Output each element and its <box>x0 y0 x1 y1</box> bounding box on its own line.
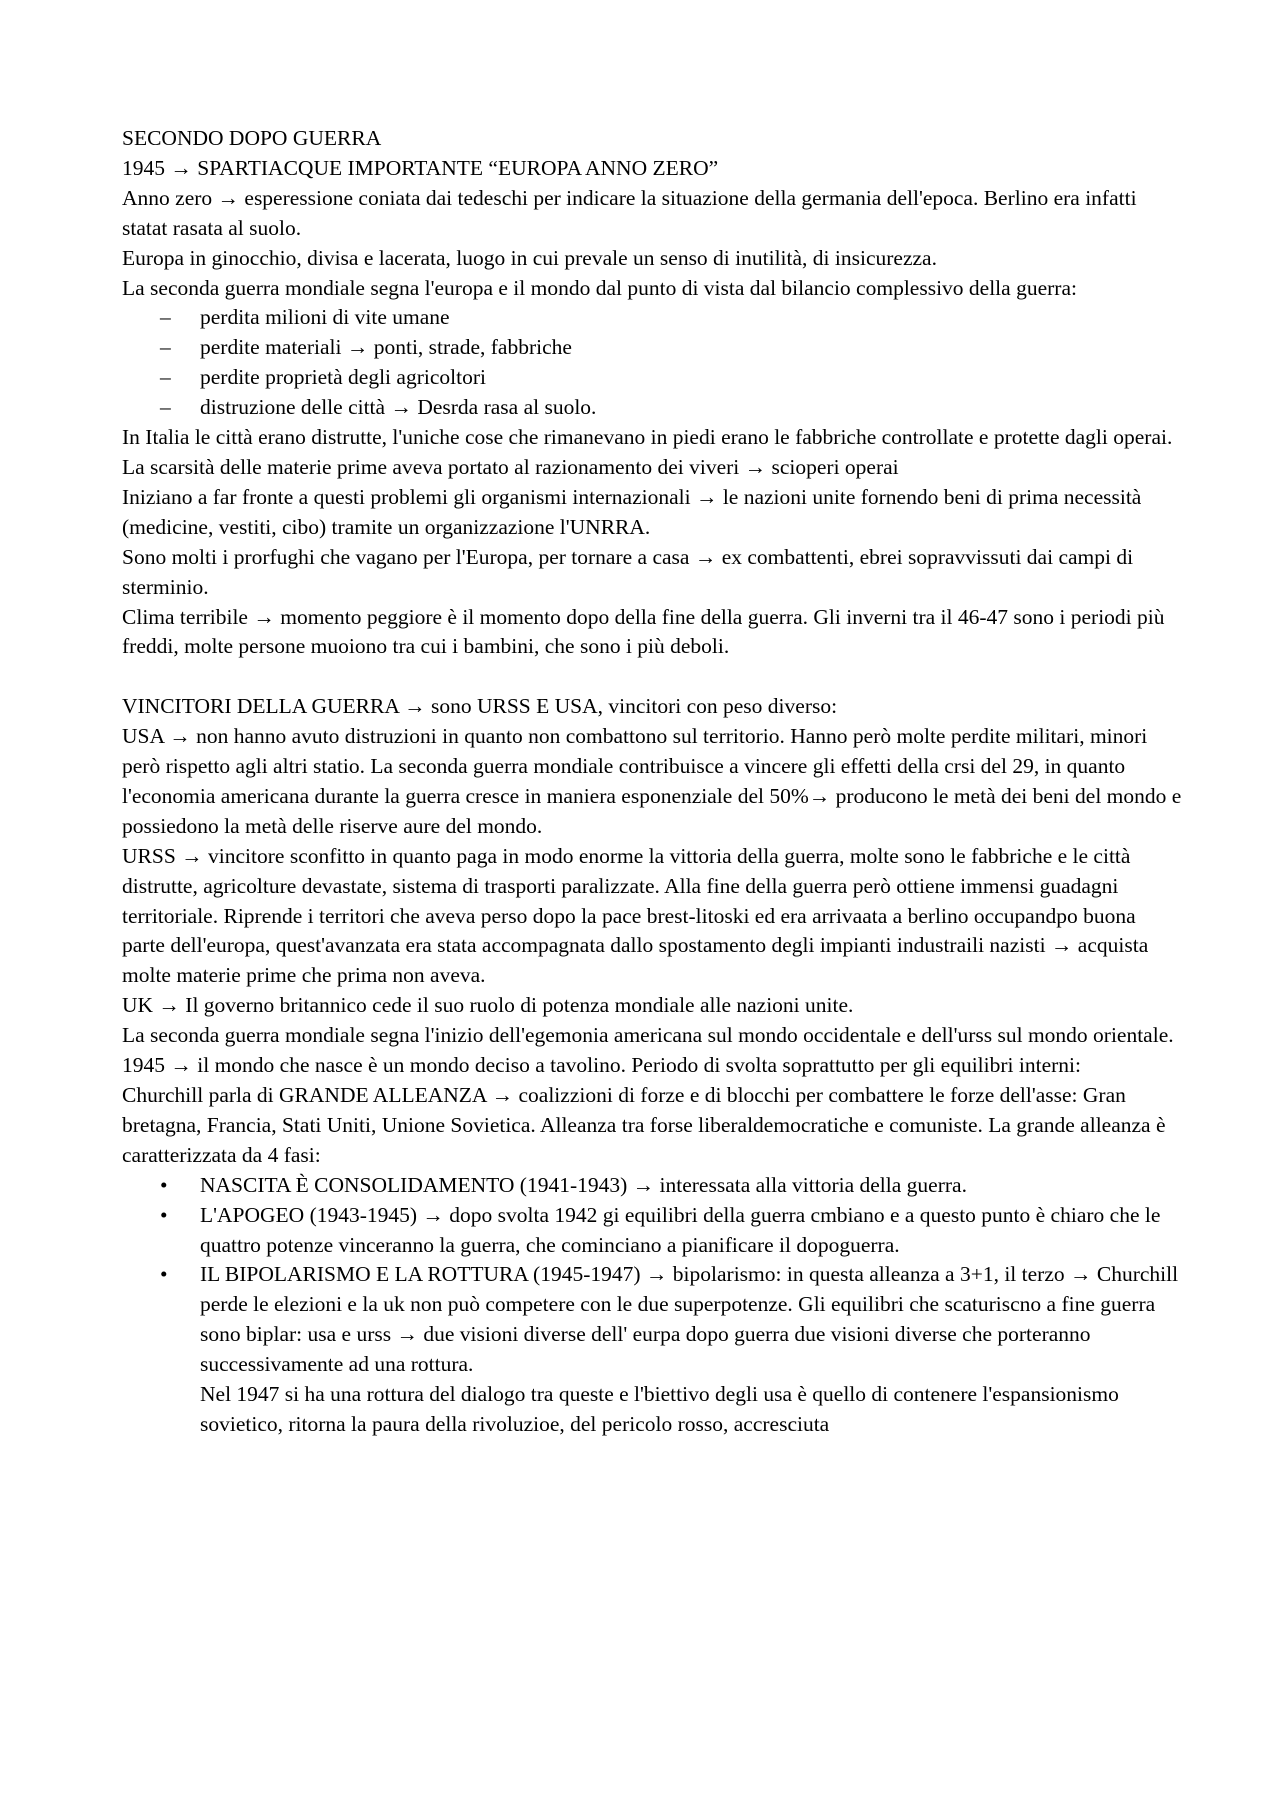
document-title: SECONDO DOPO GUERRA <box>122 126 382 150</box>
list-item <box>122 1201 1182 1261</box>
list-item-text: perdita milioni di vite umane <box>200 305 450 330</box>
list-item <box>122 393 1182 423</box>
list-item <box>122 303 1182 333</box>
dash-marker: – <box>160 305 171 330</box>
blank-line <box>122 662 1182 692</box>
paragraph-usa: USA → non hanno avuto distruzioni in quanto non combattono sul territorio. Hanno però molte perdite militari, minori però rispetto agli altri statio. La seconda guerra mondiale contribuisce a vincere gli effetti della crsi del 29, in quanto l'economia americana durante la guerra cresce in maniera esponenziale del 50%→ producono le metà dei beni del mondo e possiedono la metà delle riserve aure del mondo. <box>122 724 1182 838</box>
paragraph-europa: Europa in ginocchio, divisa e lacerata, luogo in cui prevale un senso di inutilità, di insicurezza. <box>122 245 937 270</box>
paragraph-clima: Clima terribile → momento peggiore è il momento dopo della fine della guerra. Gli inverni tra il 46-47 sono i periodi più freddi, molte persone muoiono tra cui i bambini, che sono i più deboli. <box>122 604 1165 659</box>
subtitle-1945: 1945 → SPARTIACQUE IMPORTANTE “EUROPA ANNO ZERO” <box>122 155 719 180</box>
paragraph-organismi: Iniziano a far fronte a questi problemi gli organismi internazionali → le nazioni unite fornendo beni di prima necessità (medicine, vestiti, cibo) tramite un organizzazione l'UNRRA. <box>122 484 1142 539</box>
paragraph-1945-tavolino: 1945 → il mondo che nasce è un mondo deciso a tavolino. Periodo di svolta soprattutto per gli equilibri interni: <box>122 1053 1081 1078</box>
paragraph-italia: In Italia le città erano distrutte, l'uniche cose che rimanevano in piedi erano le fabbriche controllate e protette dagli operai. <box>122 425 1173 450</box>
list-item-text: L'APOGEO (1943-1945) → dopo svolta 1942 gi equilibri della guerra cmbiano e a questo punto è chiaro che le quattro potenze vinceranno la guerra, che cominciano a pianificare il dopoguerra. <box>200 1202 1161 1257</box>
list-item-text: perdite proprietà degli agricoltori <box>200 365 486 390</box>
list-item-text: IL BIPOLARISMO E LA ROTTURA (1945-1947) → bipolarismo: in questa alleanza a 3+1, il terzo → Churchill perde le elezioni e la uk non può competere con le due superpotenze. Gli equilibri che scaturiscno a fine guerra sono biplar: usa e urss → due visioni diverse dell' eurpa dopo guerra due visioni diverse che porteranno successivamente ad una rottura. <box>200 1262 1179 1377</box>
losses-list <box>122 303 1182 423</box>
list-item <box>122 1260 1182 1439</box>
paragraph-profughi: Sono molti i prorfughi che vagano per l'Europa, per tornare a casa → ex combattenti, ebrei sopravvissuti dai campi di sterminio. <box>122 544 1134 599</box>
paragraph-grande-alleanza: Churchill parla di GRANDE ALLEANZA → coalizzioni di forze e di blocchi per combattere le forze dell'asse: Gran bretagna, Francia, Stati Uniti, Unione Sovietica. Alleanza tra forse liberaldemocratiche e comuniste. La grande alleanza è caratterizzata da 4 fasi: <box>122 1082 1166 1167</box>
bullet-marker: • <box>160 1262 168 1287</box>
paragraph-vincitori: VINCITORI DELLA GUERRA → sono URSS E USA, vincitori con peso diverso: <box>122 694 838 719</box>
bullet-marker: • <box>160 1172 168 1197</box>
document-body <box>122 124 1182 1440</box>
dash-marker: – <box>160 395 171 420</box>
dash-marker: – <box>160 335 171 360</box>
paragraph-uk: UK → Il governo britannico cede il suo ruolo di potenza mondiale alle nazioni unite. <box>122 993 854 1018</box>
list-item-text: perdite materiali → ponti, strade, fabbriche <box>200 335 572 360</box>
paragraph-bilancio: La seconda guerra mondiale segna l'europa e il mondo dal punto di vista dal bilancio complessivo della guerra: <box>122 275 1077 300</box>
list-item <box>122 333 1182 363</box>
list-item <box>122 363 1182 393</box>
paragraph-anno-zero: Anno zero → esperessione coniata dai tedeschi per indicare la situazione della germania dell'epoca. Berlino era infatti statat rasata al suolo. <box>122 185 1137 240</box>
list-item-continuation: Nel 1947 si ha una rottura del dialogo tra queste e l'biettivo degli usa è quello di contenere l'espansionismo sovietico, ritorna la paura della rivoluzioe, del pericolo rosso, accresciuta <box>200 1382 1119 1436</box>
paragraph-egemonia: La seconda guerra mondiale segna l'inizio dell'egemonia americana sul mondo occidentale e dell'urss sul mondo orientale. <box>122 1023 1174 1048</box>
phases-list <box>122 1171 1182 1440</box>
dash-marker: – <box>160 365 171 390</box>
list-item-text: distruzione delle città → Desrda rasa al suolo. <box>200 395 597 420</box>
paragraph-urss: URSS → vincitore sconfitto in quanto paga in modo enorme la vittoria della guerra, molte sono le fabbriche e le città distrutte, agricolture devastate, sistema di trasporti paralizzate. Alla fine della guerra però ottiene immensi guadagni territoriale. Riprende i territori che aveva perso dopo la pace brest-litoski ed era arrivaata a berlino occupandpo buona parte dell'europa, quest'avanzata era stata accompagnata dallo spostamento degli impianti industraili nazisti → acquista molte materie prime che prima non aveva. <box>122 843 1149 988</box>
paragraph-scarsita: La scarsità delle materie prime aveva portato al razionamento dei viveri → scioperi operai <box>122 454 899 479</box>
bullet-marker: • <box>160 1202 168 1227</box>
list-item-text: NASCITA È CONSOLIDAMENTO (1941-1943) → interessata alla vittoria della guerra. <box>200 1172 967 1197</box>
list-item <box>122 1171 1182 1201</box>
